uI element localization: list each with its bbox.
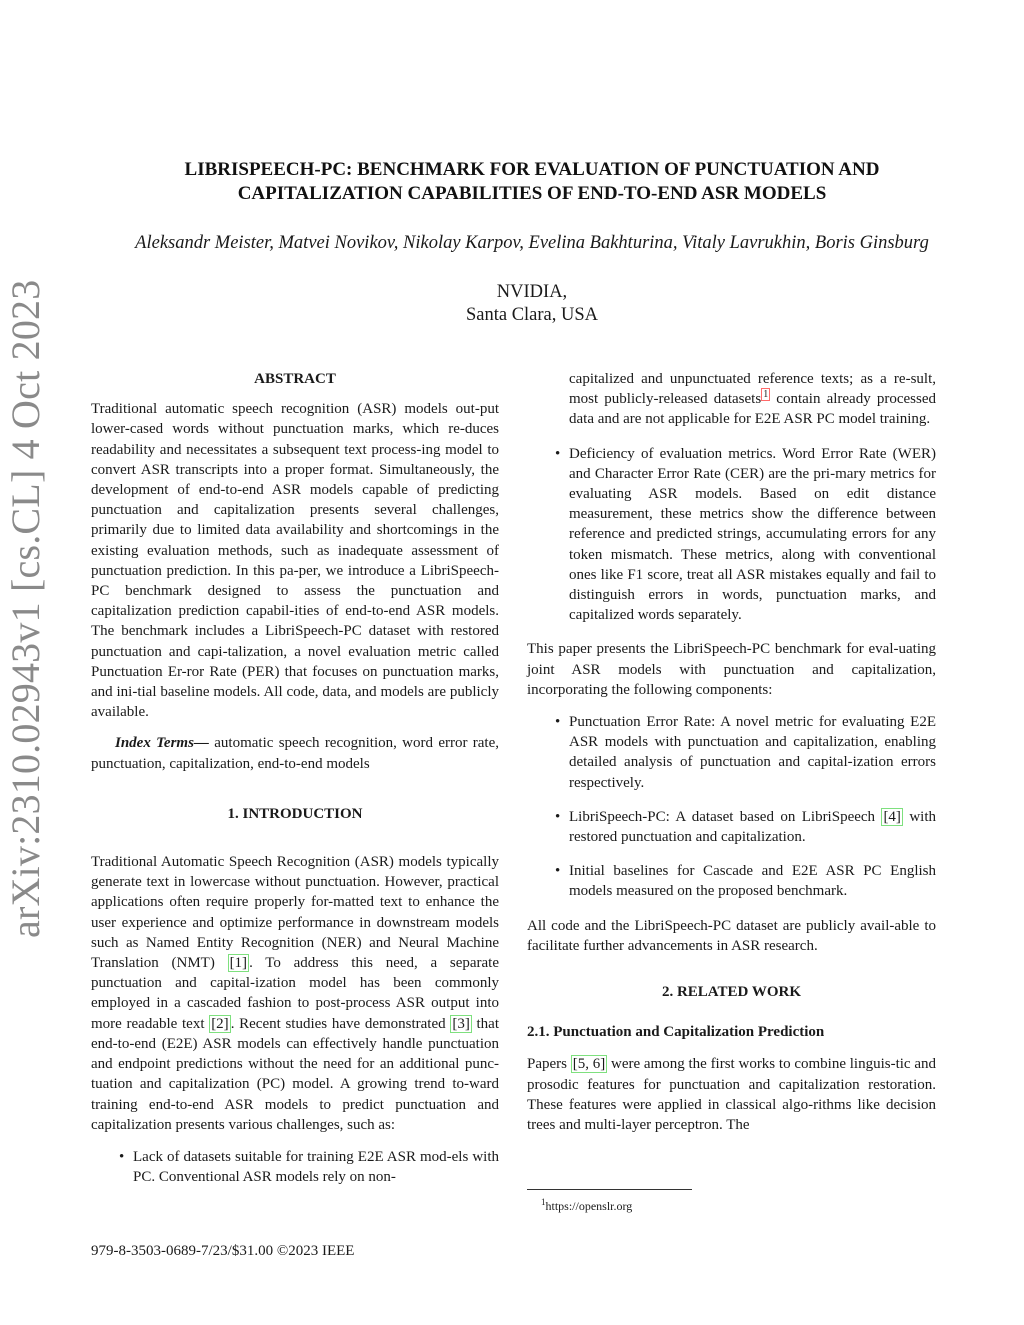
title-line-2: CAPITALIZATION CAPABILITIES OF END-TO-END ASR MODELS xyxy=(237,183,827,204)
bullet-text: Deficiency of evaluation metrics. Word Error Rate (WER) and Character Error Rate (CER) are the pri-mary metrics for evaluating ASR models. Based on edit distance measurement, these metrics show the difference between reference and predicted strings, accumulating errors for any token mismatch. These metrics, along with conventional ones like F1 score, treat all ASR mistakes equally and fail to distinguish errors in words, punctuation marks, and capitalized words separately. xyxy=(569,445,936,624)
intro-text-2: . To address this need, a separate punctuation and capital-ization model has been commonly employed in a cascaded fashion to post-process ASR output into more readable text xyxy=(91,955,500,1032)
affiliation-org: NVIDIA, xyxy=(496,282,568,302)
list-item xyxy=(527,444,936,626)
list-item xyxy=(527,861,936,901)
abstract-text: Traditional automatic speech recognition (ASR) models out-put lower-cased words without punctuation marks, which re-duces readability and necessitates a subsequent text process-ing model to convert ASR transcripts into a proper format. Simultaneously, the development of end-to-end ASR models capable of predicting punctuation and capitalization presents several challenges, primarily due to limited data availability and shortcomings in the existing evaluation methods, such as inadequate assessment of punctuation prediction. In this pa-per, we introduce a LibriSpeech-PC benchmark designed to assess the punctuation and capitalization prediction capabil-ities of end-to-end ASR models. The benchmark includes a LibriSpeech-PC dataset with restored punctuation and capi-talization, a novel evaluation metric called Punctuation Er-ror Rate (PER) that focuses on punctuation marks, and ini-tial baseline models. All code, data, and models are publicly available. xyxy=(91,401,499,721)
paper-title xyxy=(90,158,974,206)
bullet-icon: • xyxy=(555,863,561,880)
title-line-1: LIBRISPEECH-PC: BENCHMARK FOR EVALUATION OF PUNCTUATION AND xyxy=(184,159,880,180)
index-terms-label: Index Terms— xyxy=(115,735,209,752)
list-item xyxy=(527,712,936,793)
intro-text-1: Traditional Automatic Speech Recognition (ASR) models typically generate text in lowercase without punctuation. However, practical applications often require properly for-matted text to enhance the user experience and optimize performance in downstream models such as Named Entity Recognition (NER) and Neural Machine Translation (NMT) xyxy=(91,854,499,972)
bullet-icon: • xyxy=(119,1148,125,1165)
author-list: Aleksandr Meister, Matvei Novikov, Nikolay Karpov, Evelina Bakhturina, Vitaly Lavrukhin, Boris Ginsburg xyxy=(135,233,929,253)
code-availability-paragraph: All code and the LibriSpeech-PC dataset are publicly avail-able to facilitate further advancements in ASR research. xyxy=(527,917,936,954)
right-column xyxy=(527,369,936,1135)
bullet-text: LibriSpeech-PC: A dataset based on LibriSpeech xyxy=(569,808,882,825)
bullet-text: Punctuation Error Rate: A novel metric for evaluating E2E ASR models with punctuation and capitalization, enabling detailed analysis of punctuation and capital-ization errors respectively. xyxy=(569,714,936,791)
arxiv-identifier: arXiv:2310.02943v1 [cs.CL] 4 Oct 2023 xyxy=(3,279,48,938)
related-work-paragraph xyxy=(527,1054,936,1135)
footnote-mark: 1 xyxy=(541,1197,546,1207)
left-column xyxy=(91,369,499,1201)
intro-text-3: . Recent studies have demonstrated xyxy=(230,1015,451,1032)
footnote-divider xyxy=(527,1189,692,1190)
bullet-text: Lack of datasets suitable for training E2E ASR mod-els with PC. Conventional ASR models rely on non- xyxy=(133,1148,499,1186)
challenges-list-continued xyxy=(527,369,936,625)
list-item xyxy=(91,1147,499,1187)
copyright-notice: 979-8-3503-0689-7/23/$31.00 ©2023 IEEE xyxy=(91,1243,355,1259)
citation-link[interactable]: [3] xyxy=(452,1015,470,1032)
citation-link[interactable]: [1] xyxy=(229,955,248,972)
list-item xyxy=(527,369,936,430)
citation-link[interactable]: [4] xyxy=(883,808,901,825)
related-text-2: were among the first works to combine linguis-tic and prosodic features for punctuation and capitalization restoration. These features were applied in classical algo-rithms like decision trees and multi-layer perceptron. The xyxy=(527,1056,936,1134)
components-list xyxy=(527,712,936,902)
footnote xyxy=(541,1195,632,1214)
bullet-text: Initial baselines for Cascade and E2E ASR PC English models measured on the proposed benchmark. xyxy=(569,863,936,900)
index-terms xyxy=(91,733,499,773)
footnote-link[interactable]: 1 xyxy=(763,389,769,401)
citation-link[interactable]: [2] xyxy=(211,1015,229,1032)
abstract-heading: ABSTRACT xyxy=(254,371,336,387)
challenges-list xyxy=(91,1147,499,1187)
citation-link[interactable]: [5, 6] xyxy=(572,1056,606,1073)
bullet-icon: • xyxy=(555,714,561,731)
affiliation xyxy=(332,281,732,327)
components-paragraph: This paper presents the LibriSpeech-PC benchmark for eval-uating joint ASR models with punctuation and capitalization, incorporating the following components: xyxy=(527,641,936,698)
list-item xyxy=(527,807,936,847)
bullet-icon: • xyxy=(555,808,561,825)
bullet-text: contain already processed data and are not applicable for E2E ASR PC model training. xyxy=(569,391,936,428)
related-text-1: Papers xyxy=(527,1056,571,1073)
bullet-text: with restored punctuation and capitalization. xyxy=(569,808,936,846)
affiliation-location: Santa Clara, USA xyxy=(465,305,599,325)
footnote-url[interactable]: https://openslr.org xyxy=(545,1199,633,1213)
bullet-text: capitalized and unpunctuated reference texts; as a re-sult, most publicly-released datasets xyxy=(569,371,936,408)
bullet-icon: • xyxy=(555,445,561,462)
subsection-heading: 2.1. Punctuation and Capitalization Prediction xyxy=(527,1024,825,1041)
intro-text-4: that end-to-end (E2E) ASR models can effectively handle punctuation and endpoint predictions without the need for an additional punc-tuation and capitalization (PC) model. A growing trend to-ward training end-to-end ASR models to predict punctuation and capitalization presents various challenges, such as: xyxy=(91,1015,500,1133)
index-terms-text: automatic speech recognition, word error rate, punctuation, capitalization, end-to-end models xyxy=(91,735,500,772)
introduction-heading: 1. INTRODUCTION xyxy=(227,805,363,822)
introduction-paragraph xyxy=(91,852,499,1135)
related-work-heading: 2. RELATED WORK xyxy=(661,984,802,1001)
